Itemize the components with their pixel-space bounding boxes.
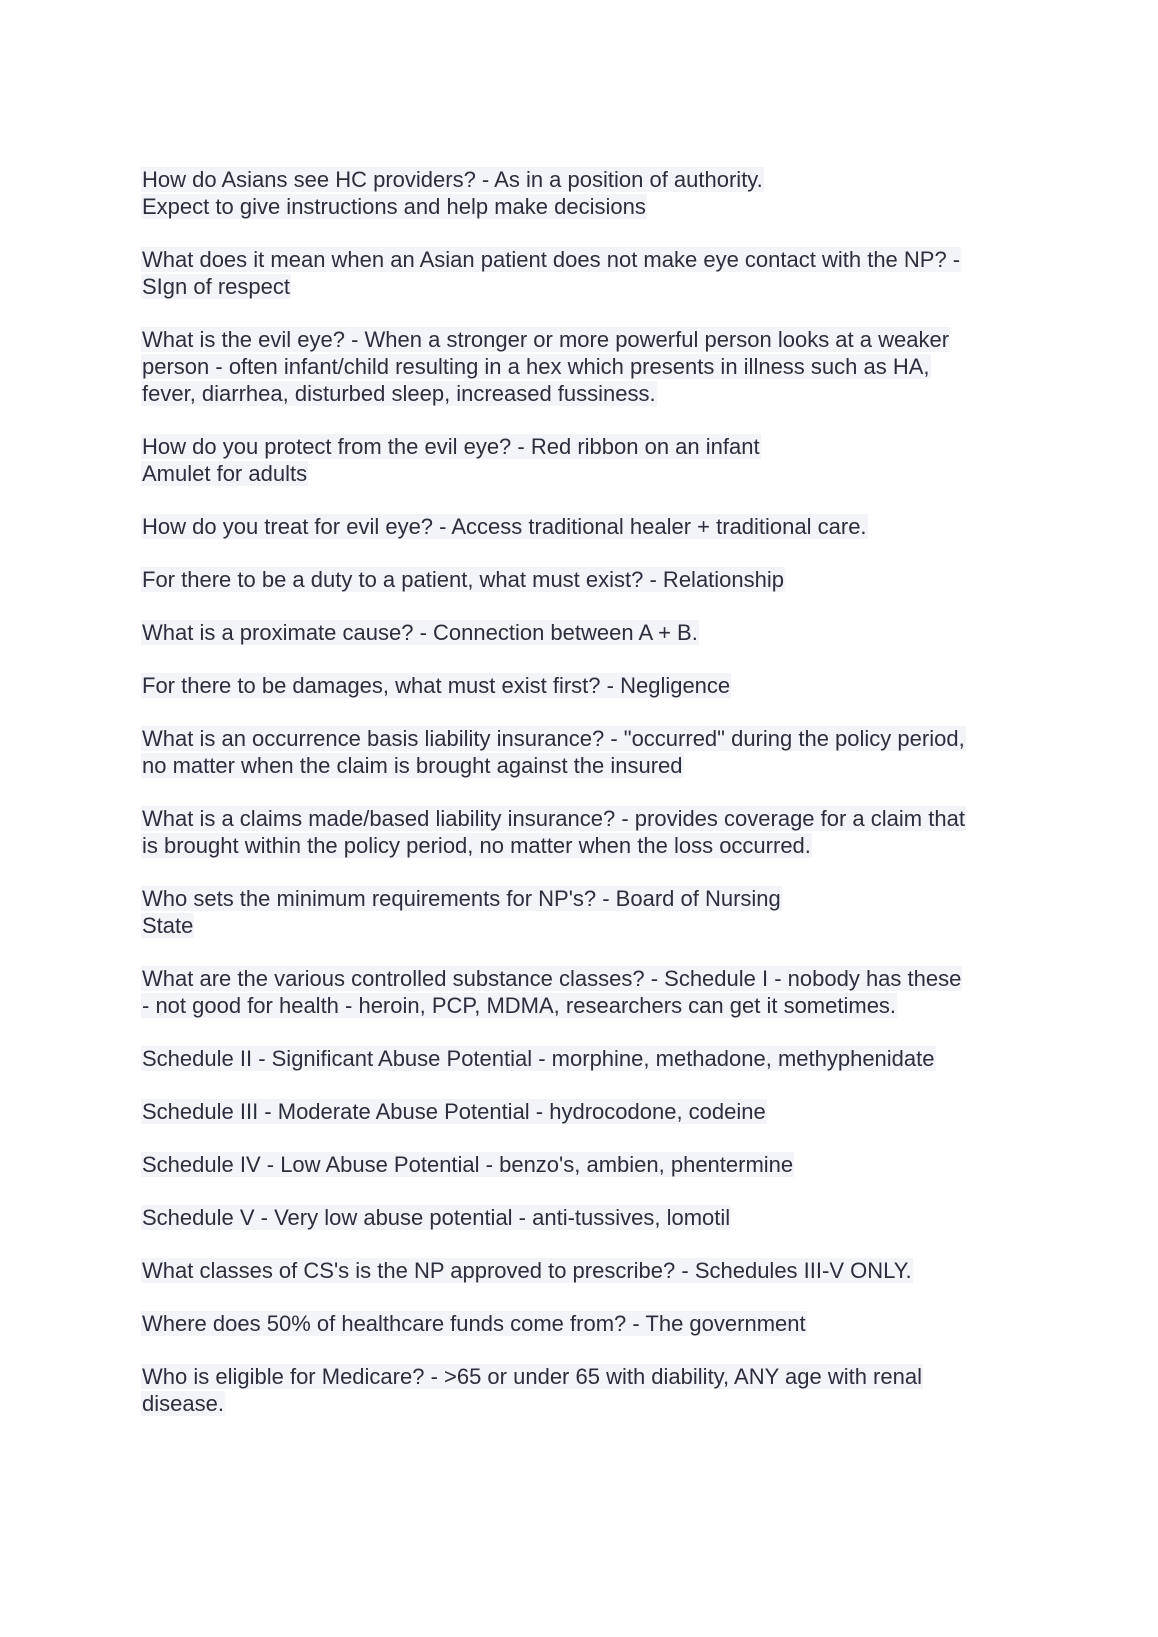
flashcard-text: Where does 50% of healthcare funds come from? - The government bbox=[142, 1311, 806, 1336]
flashcard-line bbox=[141, 1390, 1021, 1417]
flashcard-text: Schedule V - Very low abuse potential - anti-tussives, lomotil bbox=[142, 1205, 731, 1230]
flashcard-text: What is a proximate cause? - Connection between A + B. bbox=[142, 620, 698, 645]
flashcard-entry bbox=[141, 1204, 1021, 1231]
flashcard-entry bbox=[141, 326, 1021, 407]
flashcard-line bbox=[141, 992, 1021, 1019]
flashcard-entry bbox=[141, 1151, 1021, 1178]
flashcard-text: State bbox=[142, 913, 194, 938]
flashcard-line bbox=[141, 513, 1021, 540]
flashcard-line bbox=[141, 805, 1021, 832]
flashcard-line bbox=[141, 1204, 1021, 1231]
flashcard-text: Who is eligible for Medicare? - >65 or under 65 with diability, ANY age with renal bbox=[142, 1364, 922, 1389]
flashcard-line bbox=[141, 885, 1021, 912]
flashcard-text: Expect to give instructions and help make decisions bbox=[142, 194, 646, 219]
flashcard-line bbox=[141, 566, 1021, 593]
flashcard-line bbox=[141, 752, 1021, 779]
flashcard-text: fever, diarrhea, disturbed sleep, increased fussiness. bbox=[142, 381, 656, 406]
flashcard-text: What does it mean when an Asian patient does not make eye contact with the NP? - bbox=[142, 247, 961, 272]
flashcard-entry bbox=[141, 885, 1021, 939]
flashcard-line bbox=[141, 1098, 1021, 1125]
flashcard-entry bbox=[141, 965, 1021, 1019]
flashcard-entry bbox=[141, 433, 1021, 487]
flashcard-entry bbox=[141, 725, 1021, 779]
flashcard-text: Schedule IV - Low Abuse Potential - benzo's, ambien, phentermine bbox=[142, 1152, 794, 1177]
flashcard-line bbox=[141, 460, 1021, 487]
flashcard-text: Amulet for adults bbox=[142, 461, 308, 486]
flashcard-line bbox=[141, 1257, 1021, 1284]
flashcard-entry bbox=[141, 1363, 1021, 1417]
flashcard-text: What is an occurrence basis liability insurance? - "occurred" during the policy period, bbox=[142, 726, 965, 751]
flashcard-entry bbox=[141, 566, 1021, 593]
flashcard-line bbox=[141, 246, 1021, 273]
flashcard-text: Schedule II - Significant Abuse Potential - morphine, methadone, methyphenidate bbox=[142, 1046, 935, 1071]
flashcard-line bbox=[141, 1363, 1021, 1390]
flashcard-entry bbox=[141, 1257, 1021, 1284]
flashcard-line bbox=[141, 832, 1021, 859]
flashcard-line bbox=[141, 1310, 1021, 1337]
flashcard-line bbox=[141, 1045, 1021, 1072]
flashcard-line bbox=[141, 672, 1021, 699]
flashcard-text: What are the various controlled substance classes? - Schedule I - nobody has these bbox=[142, 966, 962, 991]
flashcard-text: How do Asians see HC providers? - As in a position of authority. bbox=[142, 167, 763, 192]
flashcard-line bbox=[141, 193, 1021, 220]
flashcard-text: - not good for health - heroin, PCP, MDMA, researchers can get it sometimes. bbox=[142, 993, 897, 1018]
flashcard-line bbox=[141, 166, 1021, 193]
flashcard-entry bbox=[141, 246, 1021, 300]
flashcard-entry bbox=[141, 619, 1021, 646]
flashcard-line bbox=[141, 326, 1021, 353]
flashcard-entry bbox=[141, 1310, 1021, 1337]
flashcard-text: What is a claims made/based liability insurance? - provides coverage for a claim that bbox=[142, 806, 965, 831]
flashcard-text: For there to be damages, what must exist first? - Negligence bbox=[142, 673, 731, 698]
flashcard-text: For there to be a duty to a patient, what must exist? - Relationship bbox=[142, 567, 785, 592]
flashcard-text: How do you protect from the evil eye? - Red ribbon on an infant bbox=[142, 434, 760, 459]
flashcard-entry bbox=[141, 805, 1021, 859]
flashcard-line bbox=[141, 1151, 1021, 1178]
flashcard-line bbox=[141, 273, 1021, 300]
flashcard-entry bbox=[141, 672, 1021, 699]
flashcard-list bbox=[141, 166, 1021, 1443]
flashcard-line bbox=[141, 433, 1021, 460]
flashcard-line bbox=[141, 353, 1021, 380]
flashcard-text: SIgn of respect bbox=[142, 274, 290, 299]
flashcard-line bbox=[141, 725, 1021, 752]
flashcard-entry bbox=[141, 1045, 1021, 1072]
flashcard-text: What classes of CS's is the NP approved to prescribe? - Schedules III-V ONLY. bbox=[142, 1258, 912, 1283]
flashcard-line bbox=[141, 912, 1021, 939]
flashcard-entry bbox=[141, 513, 1021, 540]
flashcard-text: disease. bbox=[142, 1391, 224, 1416]
flashcard-text: What is the evil eye? - When a stronger or more powerful person looks at a weaker bbox=[142, 327, 950, 352]
flashcard-entry bbox=[141, 1098, 1021, 1125]
flashcard-text: Who sets the minimum requirements for NP's? - Board of Nursing bbox=[142, 886, 781, 911]
flashcard-line bbox=[141, 380, 1021, 407]
flashcard-entry bbox=[141, 166, 1021, 220]
flashcard-text: Schedule III - Moderate Abuse Potential - hydrocodone, codeine bbox=[142, 1099, 766, 1124]
flashcard-text: person - often infant/child resulting in a hex which presents in illness such as HA, bbox=[142, 354, 930, 379]
flashcard-text: is brought within the policy period, no matter when the loss occurred. bbox=[142, 833, 811, 858]
flashcard-text: no matter when the claim is brought against the insured bbox=[142, 753, 683, 778]
flashcard-text: How do you treat for evil eye? - Access traditional healer + traditional care. bbox=[142, 514, 867, 539]
flashcard-line bbox=[141, 619, 1021, 646]
flashcard-line bbox=[141, 965, 1021, 992]
